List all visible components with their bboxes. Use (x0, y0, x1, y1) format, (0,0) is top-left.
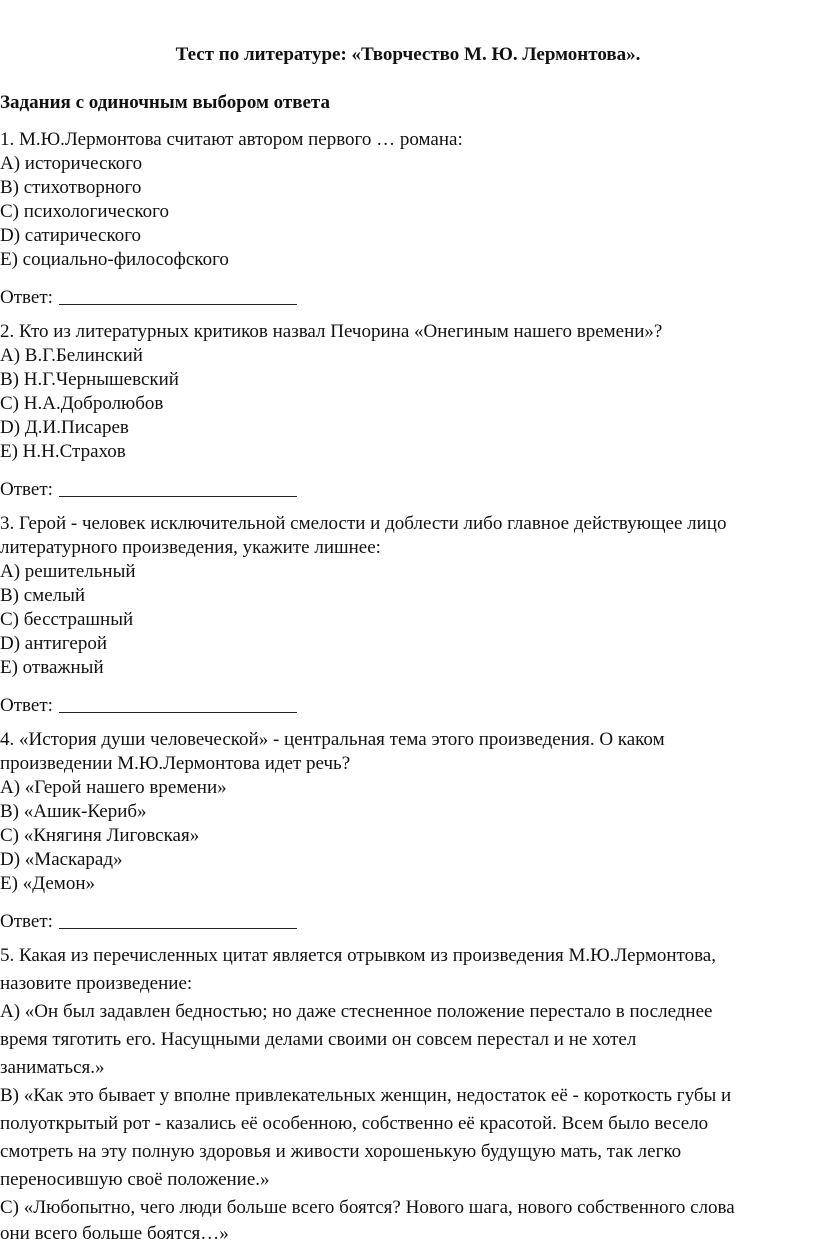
q3-option-a: A) решительный (0, 561, 136, 582)
q1-option-b: B) стихотворного (0, 177, 142, 198)
q5-option-a-line-1: A) «Он был задавлен бедностью; но даже стесненное положение перестало в последнее (0, 1001, 713, 1022)
q5-option-c-line-2: они всего больше боятся…» (0, 1223, 229, 1244)
q4-option-e: E) «Демон» (0, 873, 95, 894)
q1-option-a: A) исторического (0, 153, 143, 174)
q4-option-b: B) «Ашик-Кериб» (0, 801, 147, 822)
q1-option-c: C) психологического (0, 201, 169, 222)
q4-answer-row (0, 910, 297, 934)
q3-option-b: B) смелый (0, 585, 86, 606)
page-title: Тест по литературе: «Творчество М. Ю. Лермонтова». (175, 44, 641, 65)
answer-label: Ответ: (0, 695, 53, 716)
q5-option-c-line-1: C) «Любопытно, чего люди больше всего боятся? Нового шага, нового собственного слова (0, 1197, 735, 1218)
q3-answer-row (0, 694, 297, 718)
q1-answer-row (0, 286, 297, 310)
q2-option-c: C) Н.А.Добролюбов (0, 393, 164, 414)
q3-option-c: C) бесстрашный (0, 609, 134, 630)
q2-option-b: B) Н.Г.Чернышевский (0, 369, 179, 390)
question-5-line-1: 5. Какая из перечисленных цитат является отрывком из произведения М.Ю.Лермонтова, (0, 945, 716, 966)
question-4-line-1: 4. «История души человеческой» - центральная тема этого произведения. О каком (0, 729, 665, 750)
q5-option-a-line-2: время тяготить его. Насущными делами своими он совсем перестал и не хотел (0, 1029, 637, 1050)
question-2: 2. Кто из литературных критиков назвал Печорина «Онегиным нашего времени»? (0, 321, 663, 342)
q3-answer-field[interactable] (59, 711, 297, 713)
q1-option-d: D) сатирического (0, 225, 142, 246)
q2-answer-field[interactable] (59, 495, 297, 497)
q4-answer-field[interactable] (59, 927, 297, 929)
q5-option-b-line-4: переносившую своё положение.» (0, 1169, 270, 1190)
question-1: 1. М.Ю.Лермонтова считают автором первого … романа: (0, 129, 463, 150)
q2-answer-row (0, 478, 297, 502)
q5-option-b-line-3: смотреть на эту полную здоровья и живости хорошенькую будущую мать, так легко (0, 1141, 682, 1162)
q1-answer-field[interactable] (59, 303, 297, 305)
q3-option-d: D) антигерой (0, 633, 108, 654)
answer-label: Ответ: (0, 911, 53, 932)
q2-option-d: D) Д.И.Писарев (0, 417, 129, 438)
q4-option-a: A) «Герой нашего времени» (0, 777, 227, 798)
q5-option-a-line-3: заниматься.» (0, 1057, 105, 1078)
question-5-line-2: назовите произведение: (0, 973, 193, 994)
q3-option-e: E) отважный (0, 657, 104, 678)
section-heading: Задания с одиночным выбором ответа (0, 92, 330, 113)
q2-option-e: E) Н.Н.Страхов (0, 441, 126, 462)
question-3-line-1: 3. Герой - человек исключительной смелости и доблести либо главное действующее лицо (0, 513, 727, 534)
q5-option-b-line-1: B) «Как это бывает у вполне привлекательных женщин, недостаток её - короткость губы и (0, 1085, 732, 1106)
question-3-line-2: литературного произведения, укажите лишнее: (0, 537, 381, 558)
q5-option-b-line-2: полуоткрытый рот - казались её особенною, собственно её красотой. Всем было весело (0, 1113, 709, 1134)
question-4-line-2: произведении М.Ю.Лермонтова идет речь? (0, 753, 351, 774)
q4-option-c: C) «Княгиня Лиговская» (0, 825, 200, 846)
q1-option-e: E) социально-философского (0, 249, 229, 270)
answer-label: Ответ: (0, 287, 53, 308)
q2-option-a: A) В.Г.Белинский (0, 345, 143, 366)
answer-label: Ответ: (0, 479, 53, 500)
q4-option-d: D) «Маскарад» (0, 849, 123, 870)
